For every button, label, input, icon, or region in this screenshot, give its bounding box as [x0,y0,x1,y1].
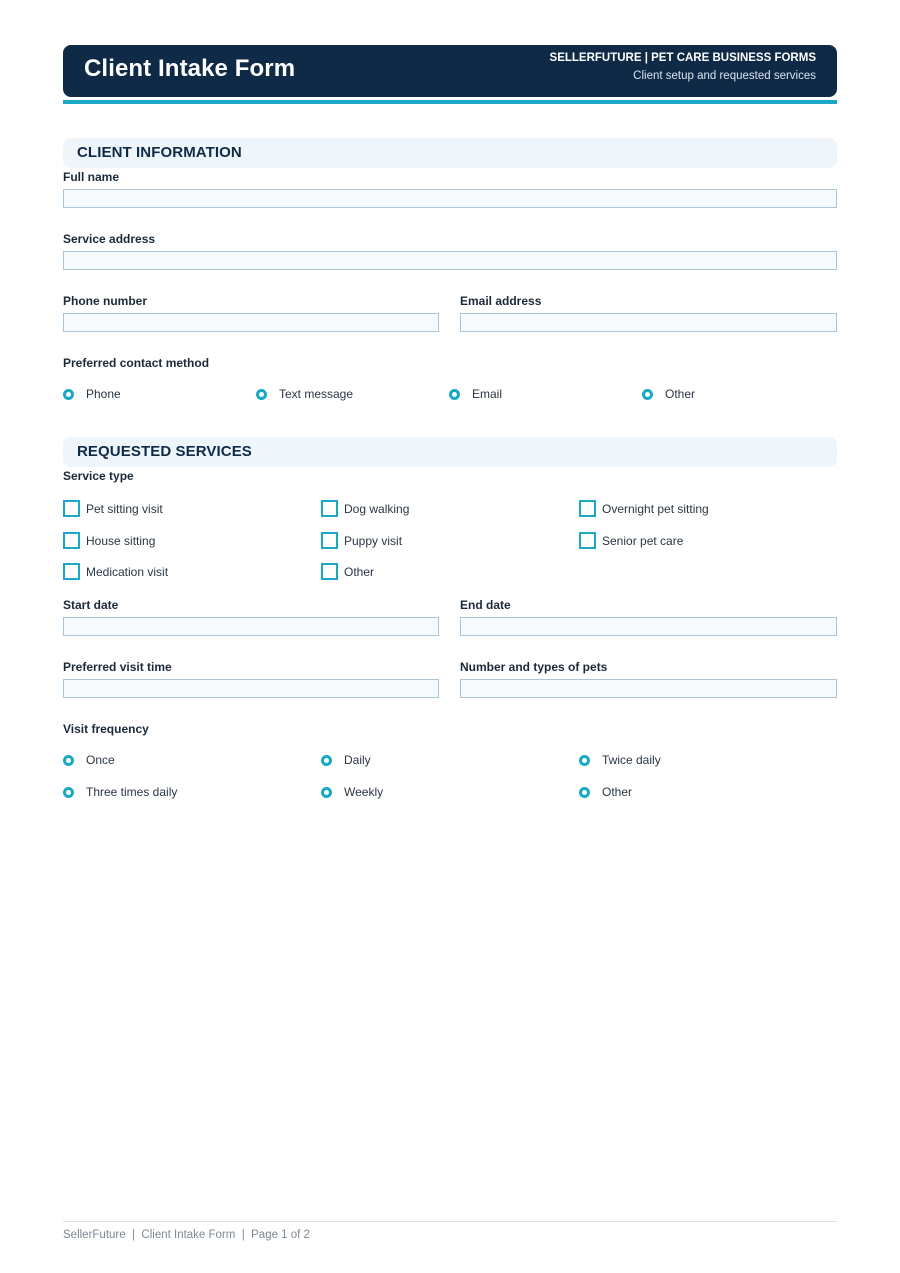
brand-line: SELLERFUTURE | PET CARE BUSINESS FORMS [549,52,816,64]
service-address-field[interactable] [63,251,837,270]
contact-option-text-message[interactable] [256,387,353,401]
section-heading-client-information: CLIENT INFORMATION [63,138,837,168]
contact-option-email[interactable] [449,387,502,401]
service-address-label: Service address [63,232,156,246]
frequency-option-twice-daily[interactable] [579,753,661,767]
radio-icon[interactable] [63,755,74,766]
checkbox-icon[interactable] [321,563,338,580]
pets-label: Number and types of pets [460,660,608,674]
radio-icon[interactable] [579,787,590,798]
email-address-field[interactable] [460,313,837,332]
service-option-senior-pet-care[interactable] [579,532,683,549]
checkbox-icon[interactable] [321,500,338,517]
option-label: Phone [86,387,121,401]
pets-field[interactable] [460,679,837,698]
header-rule [63,100,837,104]
checkbox-icon[interactable] [63,532,80,549]
full-name-label: Full name [63,170,120,184]
footer-text: SellerFuture | Client Intake Form | Page 1 of 2 [63,1229,310,1241]
checkbox-icon[interactable] [579,532,596,549]
checkbox-icon[interactable] [321,532,338,549]
section-heading-requested-services: REQUESTED SERVICES [63,437,837,467]
frequency-option-weekly[interactable] [321,785,383,799]
radio-icon[interactable] [449,389,460,400]
phone-number-label: Phone number [63,294,148,308]
end-date-label: End date [460,598,511,612]
option-label: Dog walking [344,501,410,516]
frequency-option-other[interactable] [579,785,632,799]
service-option-overnight-pet-sitting[interactable] [579,500,709,517]
option-label: Medication visit [86,564,169,579]
option-label: Pet sitting visit [86,501,163,516]
option-label: Puppy visit [344,533,403,548]
option-label: Weekly [344,785,384,799]
option-label: Email [472,387,503,401]
contact-option-other[interactable] [642,387,695,401]
option-label: Text message [279,387,354,401]
radio-icon[interactable] [321,755,332,766]
option-label: Twice daily [602,753,661,767]
start-date-label: Start date [63,598,119,612]
option-label: Other [665,387,696,401]
contact-option-phone[interactable] [63,387,121,401]
contact-method-label: Preferred contact method [63,356,210,370]
phone-number-field[interactable] [63,313,439,332]
visit-frequency-label: Visit frequency [63,722,149,736]
visit-time-field[interactable] [63,679,439,698]
full-name-field[interactable] [63,189,837,208]
form-page [63,45,837,799]
radio-icon[interactable] [256,389,267,400]
frequency-option-three-times-daily[interactable] [63,785,177,799]
start-date-field[interactable] [63,617,439,636]
option-label: Other [344,564,375,579]
option-label: Three times daily [86,785,178,799]
form-header [63,45,837,97]
option-label: Other [602,785,633,799]
visit-time-label: Preferred visit time [63,660,172,674]
checkbox-icon[interactable] [63,563,80,580]
service-option-medication-visit[interactable] [63,563,168,580]
service-option-other[interactable] [321,563,374,580]
form-subtitle: Client setup and requested services [633,70,816,82]
option-label: Daily [344,753,371,767]
end-date-field[interactable] [460,617,837,636]
option-label: Overnight pet sitting [602,501,709,516]
radio-icon[interactable] [579,755,590,766]
option-label: Once [86,753,115,767]
option-label: House sitting [86,533,156,548]
frequency-option-once[interactable] [63,753,115,767]
radio-icon[interactable] [321,787,332,798]
service-option-pet-sitting-visit[interactable] [63,500,163,517]
radio-icon[interactable] [642,389,653,400]
service-option-house-sitting[interactable] [63,532,155,549]
service-type-label: Service type [63,469,134,483]
footer-rule [63,1221,837,1222]
radio-icon[interactable] [63,389,74,400]
page-footer [63,1229,310,1241]
radio-icon[interactable] [63,787,74,798]
service-option-puppy-visit[interactable] [321,532,402,549]
frequency-option-daily[interactable] [321,753,371,767]
checkbox-icon[interactable] [63,500,80,517]
service-option-dog-walking[interactable] [321,500,409,517]
form-title: Client Intake Form [84,55,296,82]
email-address-label: Email address [460,294,542,308]
option-label: Senior pet care [602,533,684,548]
checkbox-icon[interactable] [579,500,596,517]
